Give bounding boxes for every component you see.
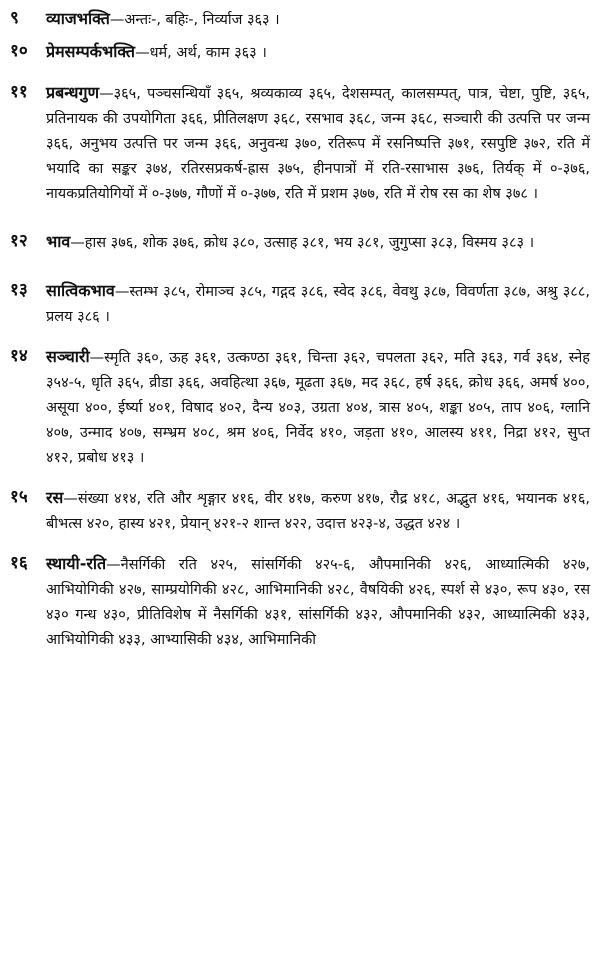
entry-body [46,551,590,653]
entry-heading: सञ्चारी [46,347,90,366]
entry-text: —संख्या ४१४, रति और शृङ्गार ४१६, वीर ४१७, करुण ४१७, रौद्र ४१८, अद्भुत ४१६, भयानक ४१६, बीभत्स ४२०, हास्य ४२१, प्रेयान् ४२१-२ शान्त ४२२, उदात्त ४२३-४, उद्धत ४२४ । [46,491,590,532]
entry-heading: रस [46,488,64,507]
index-entry-13 [10,278,590,330]
entry-heading: प्रेमसम्पर्कभक्ति [46,42,136,61]
entry-heading: प्रबन्धगुण [46,83,100,102]
index-entry-11 [10,80,590,207]
entry-heading: भाव [46,232,71,251]
entry-number: १३ [10,280,28,300]
entry-heading: सात्विकभाव [46,281,115,300]
entry-text: —स्मृति ३६०, ऊह ३६१, उत्कण्ठा ३६१, चिन्ता ३६२, चपलता ३६२, मति ३६३, गर्व ३६४, स्नेह ३५४-५, धृति ३६५, व्रीडा ३६६, अवहित्था ३६७, मूढता ३६७, मद ३६८, हर्ष ३६६, क्रोध ३६६, अमर्ष ४००, असूया ४००, ईर्ष्या ४०१, विषाद ४०२, दैन्य ४०३, उग्रता ४०४, त्रास ४०५, शङ्का ४०५, ताप ४०६, ग्लानि ४०७, उन्माद ४०७, सम्भ्रम ४०८, श्रम ४०६, निर्वेद ४१०, जड़ता ४१०, आलस्य ४११, निद्रा ४१२, सुप्त ४१२, प्रबोध ४१३ । [46,350,590,466]
entry-text: —नैसर्गिकी रति ४२५, सांसर्गिकी ४२५-६, औपमानिकी ४२६, आध्यात्मिकी ४२७, आभियोगिकी ४२७, साम्प्रयोगिकी ४२८, आभिमानिकी ४२८, वैषयिकी ४२६, स्पर्श से ४३०, रूप ४३०, रस ४३० गन्ध ४३०, प्रीतिविशेष में नैसर्गिकी ४३१, सांसर्गिकी ४३२, औपमानिकी ४३२, आध्यात्मिकी ४३३, आभियोगिकी ४३३, आभ्यासिकी ४३४, आभिमानिकी [46,557,590,648]
entry-number: १६ [10,553,28,573]
entry-text: —३६५, पञ्चसन्धियाँ ३६५, श्रव्यकाव्य ३६५, देशसम्पत्, कालसम्पत्, पात्र, चेष्टा, पुष्टि, ३६५, प्रतिनायक की उपयोगिता ३६६, प्रीतिलक्षण ३६८, रसभाव ३६८, जन्म ३६८, सञ्चारी की उत्पत्ति पर जन्म ३६६, अनुभय उत्पत्ति पर जन्म ३६६, अनुवन्ध ३७०, रतिरूप में रसनिष्पत्ति ३७१, रसपुष्टि ३७२, रति में भयादि का सङ्कर ३७४, रतिरसप्रकर्ष-ह्रास ३७५, हीनपात्रों में रति-रसाभास ३७६, तिर्यक् में ०-३७६, नायकप्रतियोगियों में ०-३७७, गौणों में ०-३७७, रति में प्रशम ३७७, रति में रोष रस का शेष ३७८ । [46,86,590,202]
entry-number: १२ [10,231,28,251]
entry-body [46,229,590,256]
entry-number: ११ [10,82,28,102]
entry-number: १५ [10,487,28,507]
entry-body [46,485,590,537]
entry-heading: व्याजभक्ति [46,9,110,28]
entry-text: —धर्म, अर्थ, काम ३६३ । [135,45,267,61]
entry-body [46,278,590,330]
entry-body [46,80,590,207]
entry-heading: स्थायी-रति [46,554,107,573]
entry-body [46,6,590,33]
entry-number: ९ [10,8,19,28]
entry-text: —हास ३७६, शोक ३७६, क्रोध ३८०, उत्साह ३८१, भय ३८१, जुगुप्सा ३८३, विस्मय ३८३ । [70,235,535,251]
index-entry-14 [10,344,590,471]
index-entry-15 [10,485,590,537]
index-entry-12 [10,229,590,256]
entry-body [46,39,590,66]
entry-text: —स्तम्भ ३८५, रोमाञ्च ३८५, गद्गद ३८६, स्वेद ३८६, वेवथु ३८७, विवर्णता ३८७, अश्रु ३८८, प्रलय ३८६ । [46,284,590,325]
index-entry-10 [10,39,590,66]
entry-number: १० [10,41,28,61]
entry-text: —अन्तः-, बहिः-, निर्व्याज ३६३ । [109,12,280,28]
index-entry-16 [10,551,590,653]
entry-body [46,344,590,471]
index-entry-9 [10,6,590,33]
entry-number: १४ [10,346,28,366]
